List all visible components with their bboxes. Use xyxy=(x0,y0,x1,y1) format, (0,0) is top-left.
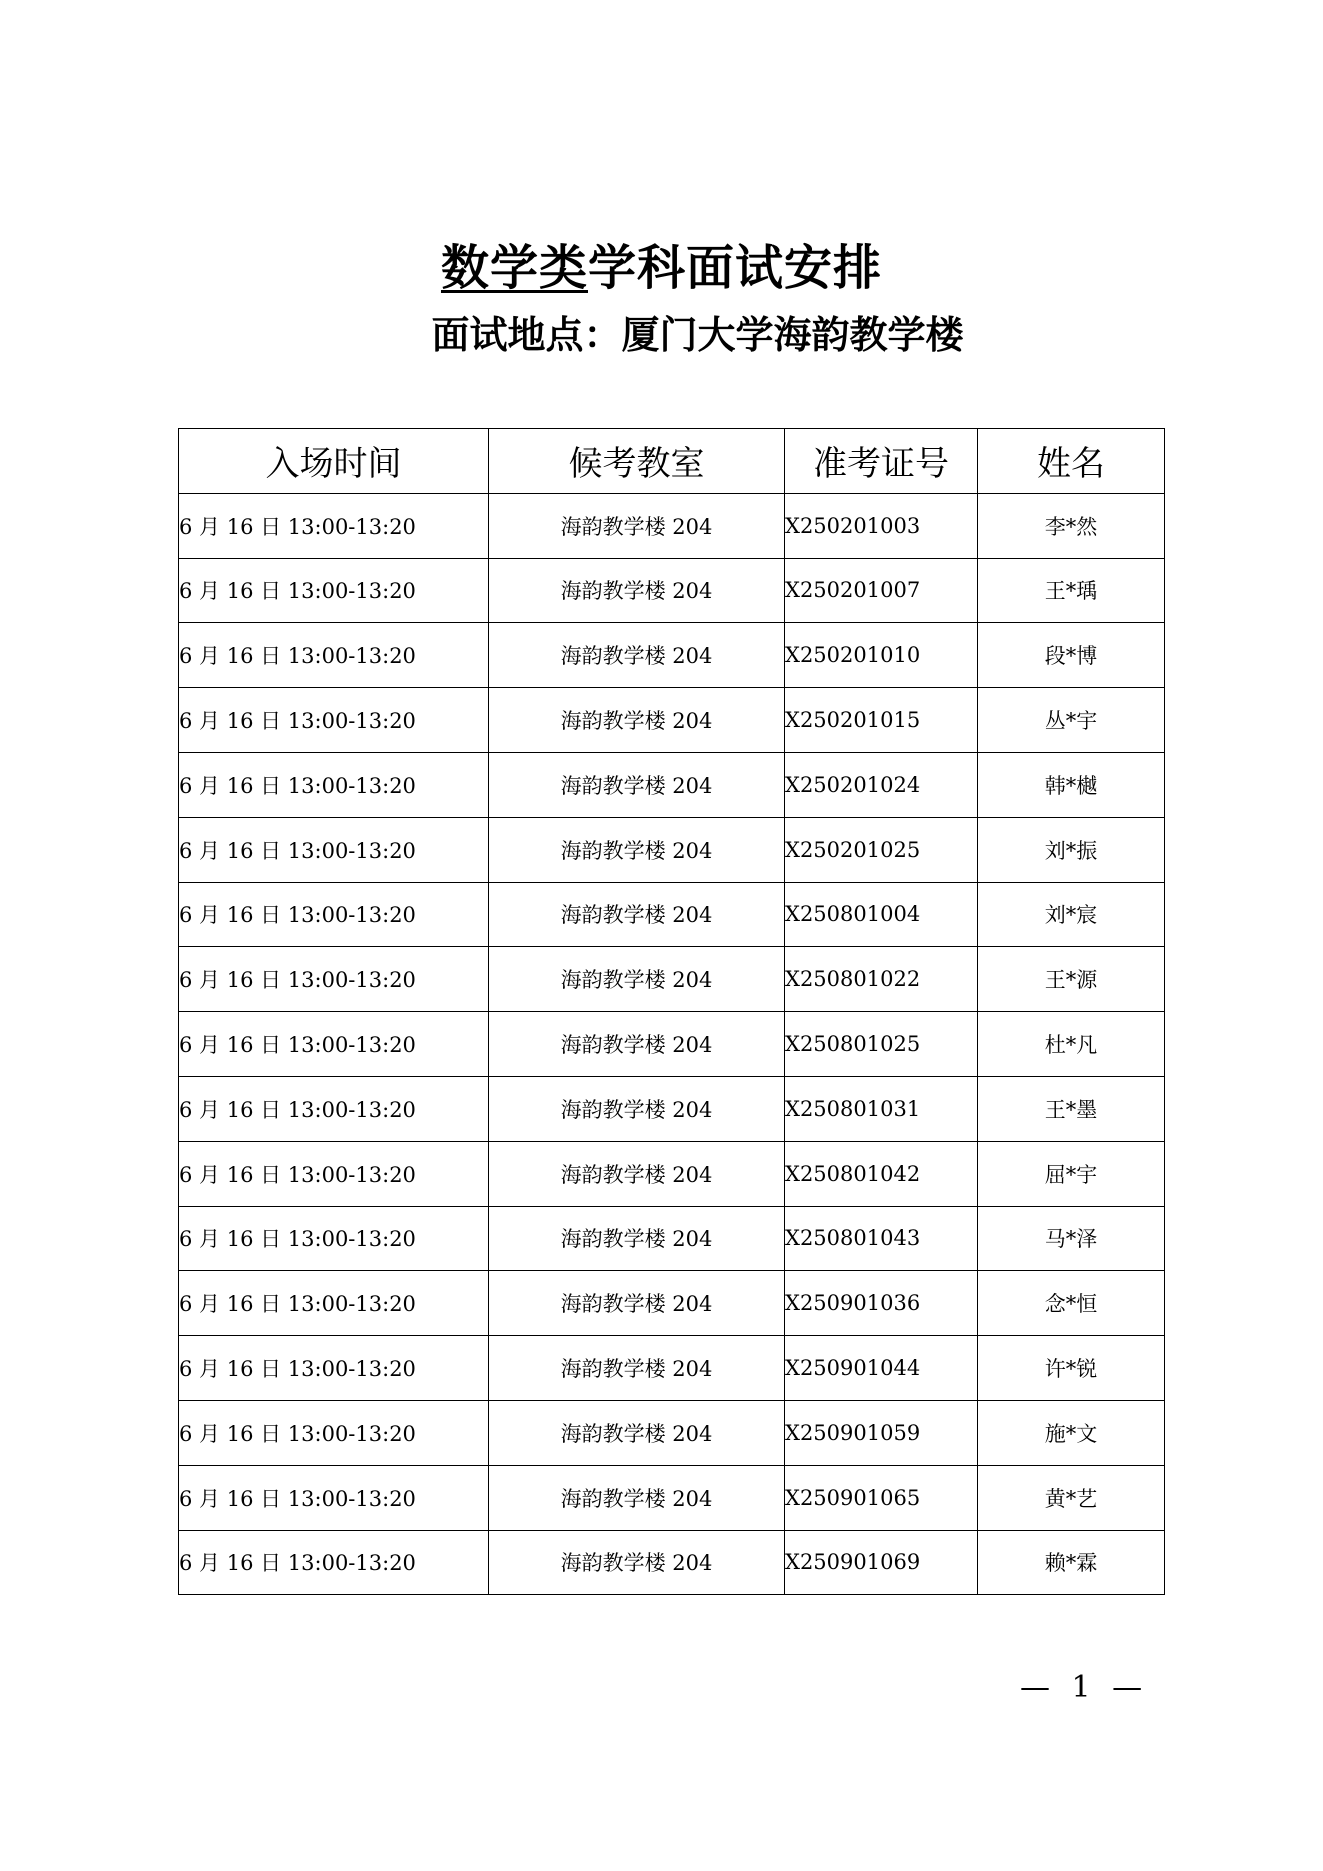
cell-name: 王*墨 xyxy=(978,1076,1165,1141)
cell-admission-number: X250201003 xyxy=(785,493,978,558)
cell-entry-time: 6 月 16 日 13:00-13:20 xyxy=(179,558,489,623)
cell-waiting-room: 海韵教学楼 204 xyxy=(489,752,785,817)
cell-admission-number: X250901059 xyxy=(785,1400,978,1465)
cell-entry-time: 6 月 16 日 13:00-13:20 xyxy=(179,1465,489,1530)
table-row xyxy=(179,1076,1165,1141)
cell-waiting-room: 海韵教学楼 204 xyxy=(489,1465,785,1530)
table-row xyxy=(179,947,1165,1012)
cell-entry-time: 6 月 16 日 13:00-13:20 xyxy=(179,1271,489,1336)
table-row xyxy=(179,493,1165,558)
cell-entry-time: 6 月 16 日 13:00-13:20 xyxy=(179,1206,489,1271)
cell-waiting-room: 海韵教学楼 204 xyxy=(489,1076,785,1141)
table-row xyxy=(179,623,1165,688)
table-row xyxy=(179,1465,1165,1530)
cell-entry-time: 6 月 16 日 13:00-13:20 xyxy=(179,1076,489,1141)
cell-admission-number: X250901036 xyxy=(785,1271,978,1336)
cell-entry-time: 6 月 16 日 13:00-13:20 xyxy=(179,1012,489,1077)
cell-entry-time: 6 月 16 日 13:00-13:20 xyxy=(179,688,489,753)
cell-name: 丛*宇 xyxy=(978,688,1165,753)
table-row xyxy=(179,817,1165,882)
cell-admission-number: X250901044 xyxy=(785,1336,978,1401)
cell-entry-time: 6 月 16 日 13:00-13:20 xyxy=(179,1530,489,1595)
cell-name: 赖*霖 xyxy=(978,1530,1165,1595)
table-row xyxy=(179,1400,1165,1465)
interview-schedule-table xyxy=(178,428,1165,1595)
cell-waiting-room: 海韵教学楼 204 xyxy=(489,817,785,882)
cell-admission-number: X250801022 xyxy=(785,947,978,1012)
cell-name: 马*泽 xyxy=(978,1206,1165,1271)
table-row xyxy=(179,558,1165,623)
table-header-row xyxy=(179,429,1165,494)
cell-waiting-room: 海韵教学楼 204 xyxy=(489,1336,785,1401)
cell-waiting-room: 海韵教学楼 204 xyxy=(489,558,785,623)
cell-waiting-room: 海韵教学楼 204 xyxy=(489,882,785,947)
table-row xyxy=(179,1336,1165,1401)
page-number: — 1 — xyxy=(1020,1670,1149,1705)
cell-waiting-room: 海韵教学楼 204 xyxy=(489,1012,785,1077)
cell-name: 刘*宸 xyxy=(978,882,1165,947)
cell-name: 黄*艺 xyxy=(978,1465,1165,1530)
cell-admission-number: X250201007 xyxy=(785,558,978,623)
table-row xyxy=(179,688,1165,753)
cell-waiting-room: 海韵教学楼 204 xyxy=(489,1141,785,1206)
cell-name: 施*文 xyxy=(978,1400,1165,1465)
document-title xyxy=(0,238,1323,298)
cell-entry-time: 6 月 16 日 13:00-13:20 xyxy=(179,947,489,1012)
cell-name: 李*然 xyxy=(978,493,1165,558)
cell-admission-number: X250801025 xyxy=(785,1012,978,1077)
cell-entry-time: 6 月 16 日 13:00-13:20 xyxy=(179,1400,489,1465)
cell-entry-time: 6 月 16 日 13:00-13:20 xyxy=(179,493,489,558)
table-row xyxy=(179,1141,1165,1206)
cell-admission-number: X250201010 xyxy=(785,623,978,688)
title-rest: 学科面试安排 xyxy=(588,240,883,296)
interview-location: 面试地点：厦门大学海韵教学楼 xyxy=(431,313,964,357)
cell-waiting-room: 海韵教学楼 204 xyxy=(489,688,785,753)
table-row xyxy=(179,1012,1165,1077)
cell-waiting-room: 海韵教学楼 204 xyxy=(489,1400,785,1465)
cell-name: 王*瑀 xyxy=(978,558,1165,623)
cell-admission-number: X250201024 xyxy=(785,752,978,817)
cell-admission-number: X250801042 xyxy=(785,1141,978,1206)
cell-admission-number: X250201015 xyxy=(785,688,978,753)
cell-entry-time: 6 月 16 日 13:00-13:20 xyxy=(179,1141,489,1206)
cell-waiting-room: 海韵教学楼 204 xyxy=(489,493,785,558)
cell-name: 屈*宇 xyxy=(978,1141,1165,1206)
cell-admission-number: X250801004 xyxy=(785,882,978,947)
cell-name: 段*博 xyxy=(978,623,1165,688)
cell-admission-number: X250801031 xyxy=(785,1076,978,1141)
cell-entry-time: 6 月 16 日 13:00-13:20 xyxy=(179,882,489,947)
table-row xyxy=(179,1206,1165,1271)
cell-waiting-room: 海韵教学楼 204 xyxy=(489,623,785,688)
cell-name: 刘*振 xyxy=(978,817,1165,882)
cell-name: 王*源 xyxy=(978,947,1165,1012)
cell-name: 许*锐 xyxy=(978,1336,1165,1401)
cell-admission-number: X250901069 xyxy=(785,1530,978,1595)
cell-admission-number: X250201025 xyxy=(785,817,978,882)
table-row xyxy=(179,1271,1165,1336)
cell-admission-number: X250901065 xyxy=(785,1465,978,1530)
cell-entry-time: 6 月 16 日 13:00-13:20 xyxy=(179,817,489,882)
cell-entry-time: 6 月 16 日 13:00-13:20 xyxy=(179,1336,489,1401)
cell-waiting-room: 海韵教学楼 204 xyxy=(489,1271,785,1336)
header-waiting-room: 候考教室 xyxy=(489,429,785,494)
header-admission-number: 准考证号 xyxy=(785,429,978,494)
cell-entry-time: 6 月 16 日 13:00-13:20 xyxy=(179,752,489,817)
table-row xyxy=(179,882,1165,947)
cell-name: 韩*樾 xyxy=(978,752,1165,817)
table-row xyxy=(179,752,1165,817)
cell-waiting-room: 海韵教学楼 204 xyxy=(489,947,785,1012)
header-name: 姓名 xyxy=(978,429,1165,494)
header-entry-time: 入场时间 xyxy=(179,429,489,494)
cell-entry-time: 6 月 16 日 13:00-13:20 xyxy=(179,623,489,688)
cell-admission-number: X250801043 xyxy=(785,1206,978,1271)
table-row xyxy=(179,1530,1165,1595)
cell-waiting-room: 海韵教学楼 204 xyxy=(489,1206,785,1271)
title-underlined-part: 数学类 xyxy=(440,240,588,296)
cell-waiting-room: 海韵教学楼 204 xyxy=(489,1530,785,1595)
cell-name: 念*恒 xyxy=(978,1271,1165,1336)
cell-name: 杜*凡 xyxy=(978,1012,1165,1077)
